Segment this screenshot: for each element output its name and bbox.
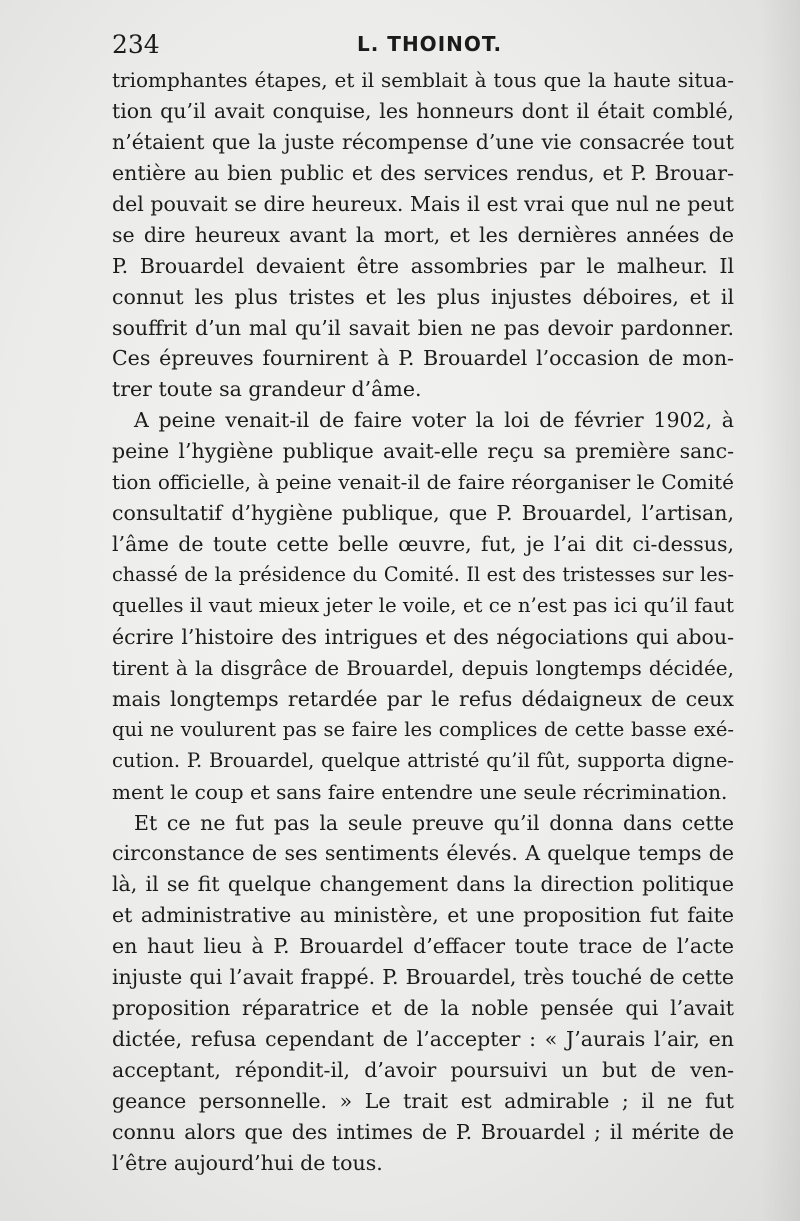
text-line: écrire l’histoire des intrigues et des négociations qui abou- — [112, 624, 734, 649]
text-line: l’âme de toute cette belle œuvre, fut, je l’ai dit ci-dessus, — [112, 532, 734, 557]
page-header — [112, 24, 734, 64]
text-line: consultatif d’hygiène publique, que P. Brouardel, l’artisan, — [112, 501, 734, 526]
text-line: et administrative au ministère, et une proposition fut faite — [112, 903, 734, 928]
text-line: tion qu’il avait conquise, les honneurs dont il était comblé, — [112, 98, 734, 123]
text-line: acceptant, répondit-il, d’avoir poursuivi un but de ven- — [112, 1058, 734, 1082]
text-line: geance personnelle. » Le trait est admirable ; il ne fut — [112, 1088, 734, 1113]
text-line: cution. P. Brouardel, quelque attristé qu’il fût, supporta digne- — [112, 748, 734, 772]
text-line: en haut lieu à P. Brouardel d’effacer toute trace de l’acte — [112, 934, 734, 959]
paragraph — [112, 405, 734, 807]
text-line: tirent à la disgrâce de Brouardel, depuis longtemps décidée, — [112, 655, 734, 680]
text-line: P. Brouardel devaient être assombries par le malheur. Il — [112, 253, 734, 278]
text-line: A peine venait-il de faire voter la loi de février 1902, à — [134, 408, 734, 433]
text-line: connu alors que des intimes de P. Brouardel ; il mérite de — [112, 1119, 734, 1144]
text-line: proposition réparatrice et de la noble pensée qui l’avait — [112, 996, 734, 1021]
paragraph — [112, 65, 734, 405]
text-line: mais longtemps retardée par le refus dédaigneux de ceux — [112, 686, 734, 711]
text-line: Et ce ne fut pas la seule preuve qu’il donna dans cette — [134, 810, 734, 835]
text-line: souffrit d’un mal qu’il savait bien ne pas devoir pardonner. — [112, 315, 734, 340]
page-number: 234 — [112, 30, 160, 59]
text-line: del pouvait se dire heureux. Mais il est vrai que nul ne peut — [112, 191, 734, 216]
text-line: triomphantes étapes, et il semblait à tous que la haute situa- — [112, 68, 734, 92]
running-head: L. THOINOT. — [357, 32, 503, 56]
text-line: se dire heureux avant la mort, et les dernières années de — [112, 222, 734, 247]
text-line: trer toute sa grandeur d’âme. — [112, 377, 422, 402]
paragraph — [112, 808, 734, 1179]
text-line: chassé de la présidence du Comité. Il est des tristesses sur les- — [112, 563, 734, 586]
text-line: Ces épreuves fournirent à P. Brouardel l’occasion de mon- — [112, 346, 734, 371]
page-edge-shadow — [760, 0, 800, 1221]
text-line: l’être aujourd’hui de tous. — [112, 1150, 383, 1175]
text-line: là, il se fit quelque changement dans la direction politique — [112, 872, 734, 897]
text-line: peine l’hygiène publique avait-elle reçu sa première sanc- — [112, 439, 734, 464]
body-text — [112, 65, 734, 1179]
text-line: qui ne voulurent pas se faire les complices de cette basse exé- — [112, 717, 734, 741]
text-line: entière au bien public et des services rendus, et P. Brouar- — [112, 160, 734, 185]
text-line: ment le coup et sans faire entendre une seule récrimination. — [112, 779, 728, 804]
text-line: n’étaient que la juste récompense d’une vie consacrée tout — [112, 129, 734, 154]
text-line: connut les plus tristes et les plus injustes déboires, et il — [112, 284, 734, 309]
text-line: tion officielle, à peine venait-il de faire réorganiser le Comité — [112, 470, 734, 495]
text-line: dictée, refusa cependant de l’accepter : « J’aurais l’air, en — [112, 1027, 734, 1052]
text-line: quelles il vaut mieux jeter le voile, et ce n’est pas ici qu’il faut — [112, 593, 734, 617]
text-line: circonstance de ses sentiments élevés. A quelque temps de — [112, 841, 734, 866]
text-line: injuste qui l’avait frappé. P. Brouardel, très touché de cette — [112, 965, 734, 990]
